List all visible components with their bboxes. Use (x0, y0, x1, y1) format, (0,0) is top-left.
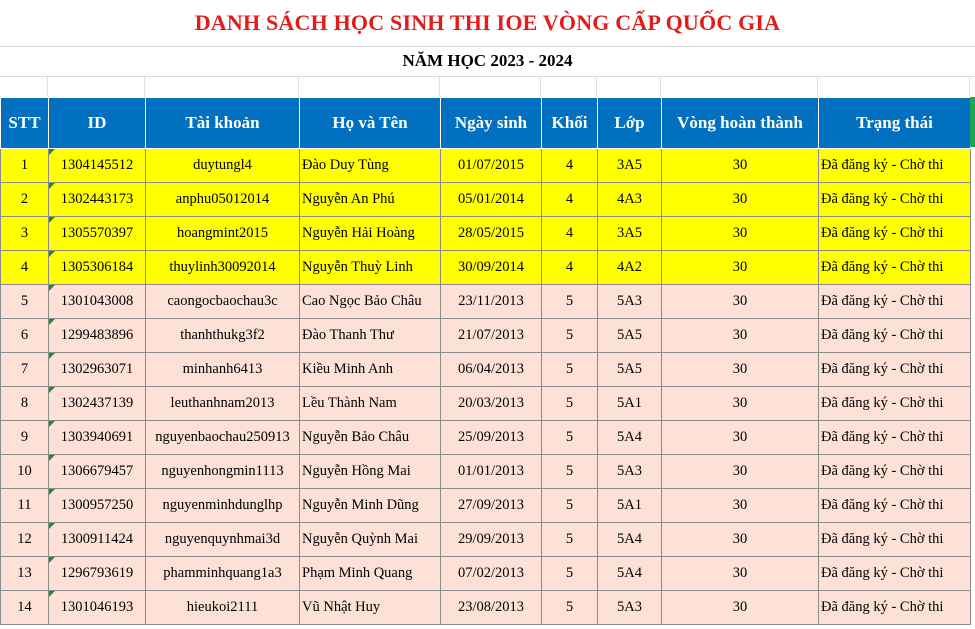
cell-account[interactable]: duytungl4 (146, 149, 300, 183)
cell-name[interactable]: Nguyễn Thuỳ Linh (300, 251, 441, 285)
table-row (1, 353, 971, 387)
cell-status[interactable]: Đã đăng ký - Chờ thi (819, 285, 971, 319)
school-year-subtitle: NĂM HỌC 2023 - 2024 (0, 46, 975, 77)
table-row (1, 455, 971, 489)
cell-class[interactable]: 5A4 (598, 557, 662, 591)
cell-dob[interactable]: 20/03/2013 (441, 387, 542, 421)
cell-rounds[interactable]: 30 (662, 183, 819, 217)
col-header-class[interactable]: Lớp (598, 98, 662, 149)
cell-status[interactable]: Đã đăng ký - Chờ thi (819, 489, 971, 523)
cell-dob[interactable]: 29/09/2013 (441, 523, 542, 557)
table-row (1, 251, 971, 285)
cell-class[interactable]: 5A1 (598, 387, 662, 421)
cell-stt[interactable]: 14 (1, 591, 49, 625)
cell-class[interactable]: 4A3 (598, 183, 662, 217)
cell-id[interactable]: 1304145512 (49, 149, 146, 183)
cell-stt[interactable]: 13 (1, 557, 49, 591)
cell-dob[interactable]: 23/11/2013 (441, 285, 542, 319)
cell-grade[interactable]: 5 (542, 421, 598, 455)
cell-name[interactable]: Nguyễn Bảo Châu (300, 421, 441, 455)
cell-rounds[interactable]: 30 (662, 353, 819, 387)
cell-rounds[interactable]: 30 (662, 523, 819, 557)
cell-dob[interactable]: 01/01/2013 (441, 455, 542, 489)
cell-name[interactable]: Đào Duy Tùng (300, 149, 441, 183)
cell-status[interactable]: Đã đăng ký - Chờ thi (819, 353, 971, 387)
cell-stt[interactable]: 12 (1, 523, 49, 557)
cell-class[interactable]: 4A2 (598, 251, 662, 285)
col-header-name[interactable]: Họ và Tên (300, 98, 441, 149)
cell-stt[interactable]: 3 (1, 217, 49, 251)
cell-name[interactable]: Nguyễn An Phú (300, 183, 441, 217)
cell-id[interactable]: 1305306184 (49, 251, 146, 285)
cell-dob[interactable]: 23/08/2013 (441, 591, 542, 625)
cell-status[interactable]: Đã đăng ký - Chờ thi (819, 183, 971, 217)
cell-name[interactable]: Kiều Minh Anh (300, 353, 441, 387)
cell-status[interactable]: Đã đăng ký - Chờ thi (819, 319, 971, 353)
cell-rounds[interactable]: 30 (662, 217, 819, 251)
cell-class[interactable]: 5A1 (598, 489, 662, 523)
cell-class[interactable]: 3A5 (598, 217, 662, 251)
cell-status[interactable]: Đã đăng ký - Chờ thi (819, 557, 971, 591)
cell-name[interactable]: Nguyễn Hải Hoàng (300, 217, 441, 251)
cell-id[interactable]: 1300957250 (49, 489, 146, 523)
cell-grade[interactable]: 4 (542, 251, 598, 285)
cell-id[interactable]: 1302963071 (49, 353, 146, 387)
cell-name[interactable]: Đào Thanh Thư (300, 319, 441, 353)
sheet-edge-marker (970, 97, 975, 147)
cell-rounds[interactable]: 30 (662, 455, 819, 489)
cell-grade[interactable]: 5 (542, 523, 598, 557)
cell-id[interactable]: 1302443173 (49, 183, 146, 217)
cell-status[interactable]: Đã đăng ký - Chờ thi (819, 455, 971, 489)
cell-stt[interactable]: 9 (1, 421, 49, 455)
cell-account[interactable]: thanhthukg3f2 (146, 319, 300, 353)
table-row (1, 489, 971, 523)
table-row (1, 523, 971, 557)
cell-status[interactable]: Đã đăng ký - Chờ thi (819, 523, 971, 557)
cell-id[interactable]: 1301043008 (49, 285, 146, 319)
cell-stt[interactable]: 6 (1, 319, 49, 353)
cell-grade[interactable]: 5 (542, 387, 598, 421)
cell-rounds[interactable]: 30 (662, 591, 819, 625)
cell-name[interactable]: Cao Ngọc Bảo Châu (300, 285, 441, 319)
cell-class[interactable]: 5A5 (598, 353, 662, 387)
cell-grade[interactable]: 4 (542, 183, 598, 217)
sheet-title: DANH SÁCH HỌC SINH THI IOE VÒNG CẤP QUỐC GIA (0, 0, 975, 47)
cell-account[interactable]: nguyenminhdunglhp (146, 489, 300, 523)
cell-account[interactable]: thuylinh30092014 (146, 251, 300, 285)
cell-class[interactable]: 5A4 (598, 523, 662, 557)
col-header-dob[interactable]: Ngày sinh (441, 98, 542, 149)
cell-id[interactable]: 1300911424 (49, 523, 146, 557)
cell-dob[interactable]: 21/07/2013 (441, 319, 542, 353)
cell-account[interactable]: hieukoi2111 (146, 591, 300, 625)
cell-dob[interactable]: 06/04/2013 (441, 353, 542, 387)
table-row (1, 183, 971, 217)
cell-name[interactable]: Vũ Nhật Huy (300, 591, 441, 625)
cell-class[interactable]: 5A3 (598, 285, 662, 319)
col-header-account[interactable]: Tài khoản (146, 98, 300, 149)
cell-name[interactable]: Lều Thành Nam (300, 387, 441, 421)
cell-grade[interactable]: 5 (542, 285, 598, 319)
cell-account[interactable]: minhanh6413 (146, 353, 300, 387)
cell-grade[interactable]: 5 (542, 353, 598, 387)
cell-grade[interactable]: 5 (542, 489, 598, 523)
cell-dob[interactable]: 28/05/2015 (441, 217, 542, 251)
cell-dob[interactable]: 05/01/2014 (441, 183, 542, 217)
cell-id[interactable]: 1296793619 (49, 557, 146, 591)
cell-account[interactable]: anphu05012014 (146, 183, 300, 217)
col-header-status[interactable]: Trạng thái (819, 98, 971, 149)
student-table (0, 97, 971, 625)
cell-id[interactable]: 1305570397 (49, 217, 146, 251)
cell-class[interactable]: 5A4 (598, 421, 662, 455)
cell-rounds[interactable]: 30 (662, 489, 819, 523)
cell-status[interactable]: Đã đăng ký - Chờ thi (819, 591, 971, 625)
table-row (1, 217, 971, 251)
cell-dob[interactable]: 27/09/2013 (441, 489, 542, 523)
cell-class[interactable]: 5A3 (598, 455, 662, 489)
col-header-rounds[interactable]: Vòng hoàn thành (662, 98, 819, 149)
table-row (1, 285, 971, 319)
cell-class[interactable]: 5A5 (598, 319, 662, 353)
table-row (1, 557, 971, 591)
cell-dob[interactable]: 07/02/2013 (441, 557, 542, 591)
cell-stt[interactable]: 8 (1, 387, 49, 421)
cell-id[interactable]: 1303940691 (49, 421, 146, 455)
cell-account[interactable]: hoangmint2015 (146, 217, 300, 251)
cell-rounds[interactable]: 30 (662, 319, 819, 353)
cell-dob[interactable]: 25/09/2013 (441, 421, 542, 455)
cell-class[interactable]: 3A5 (598, 149, 662, 183)
cell-account[interactable]: caongocbaochau3c (146, 285, 300, 319)
cell-rounds[interactable]: 30 (662, 285, 819, 319)
empty-row (0, 77, 975, 98)
cell-class[interactable]: 5A3 (598, 591, 662, 625)
cell-stt[interactable]: 4 (1, 251, 49, 285)
cell-status[interactable]: Đã đăng ký - Chờ thi (819, 149, 971, 183)
header-row (1, 98, 971, 149)
cell-grade[interactable]: 5 (542, 591, 598, 625)
cell-stt[interactable]: 7 (1, 353, 49, 387)
cell-rounds[interactable]: 30 (662, 149, 819, 183)
cell-name[interactable]: Nguyễn Hồng Mai (300, 455, 441, 489)
table-row (1, 421, 971, 455)
cell-dob[interactable]: 30/09/2014 (441, 251, 542, 285)
cell-status[interactable]: Đã đăng ký - Chờ thi (819, 217, 971, 251)
cell-rounds[interactable]: 30 (662, 557, 819, 591)
cell-grade[interactable]: 4 (542, 149, 598, 183)
cell-rounds[interactable]: 30 (662, 251, 819, 285)
cell-dob[interactable]: 01/07/2015 (441, 149, 542, 183)
cell-account[interactable]: nguyenhongmin1113 (146, 455, 300, 489)
cell-status[interactable]: Đã đăng ký - Chờ thi (819, 251, 971, 285)
cell-rounds[interactable]: 30 (662, 421, 819, 455)
cell-stt[interactable]: 11 (1, 489, 49, 523)
cell-stt[interactable]: 1 (1, 149, 49, 183)
cell-id[interactable]: 1301046193 (49, 591, 146, 625)
cell-grade[interactable]: 5 (542, 557, 598, 591)
cell-grade[interactable]: 5 (542, 455, 598, 489)
cell-stt[interactable]: 10 (1, 455, 49, 489)
cell-account[interactable]: leuthanhnam2013 (146, 387, 300, 421)
cell-name[interactable]: Nguyễn Quỳnh Mai (300, 523, 441, 557)
cell-grade[interactable]: 5 (542, 319, 598, 353)
cell-grade[interactable]: 4 (542, 217, 598, 251)
table-row (1, 387, 971, 421)
cell-stt[interactable]: 5 (1, 285, 49, 319)
col-header-id[interactable]: ID (49, 98, 146, 149)
cell-status[interactable]: Đã đăng ký - Chờ thi (819, 421, 971, 455)
cell-id[interactable]: 1299483896 (49, 319, 146, 353)
cell-account[interactable]: nguyenquynhmai3d (146, 523, 300, 557)
cell-id[interactable]: 1306679457 (49, 455, 146, 489)
cell-account[interactable]: nguyenbaochau250913 (146, 421, 300, 455)
cell-name[interactable]: Nguyễn Minh Dũng (300, 489, 441, 523)
cell-id[interactable]: 1302437139 (49, 387, 146, 421)
col-header-stt[interactable]: STT (1, 98, 49, 149)
table-row (1, 319, 971, 353)
cell-account[interactable]: phamminhquang1a3 (146, 557, 300, 591)
col-header-grade[interactable]: Khối (542, 98, 598, 149)
table-row (1, 591, 971, 625)
cell-stt[interactable]: 2 (1, 183, 49, 217)
cell-status[interactable]: Đã đăng ký - Chờ thi (819, 387, 971, 421)
cell-rounds[interactable]: 30 (662, 387, 819, 421)
table-row (1, 149, 971, 183)
cell-name[interactable]: Phạm Minh Quang (300, 557, 441, 591)
